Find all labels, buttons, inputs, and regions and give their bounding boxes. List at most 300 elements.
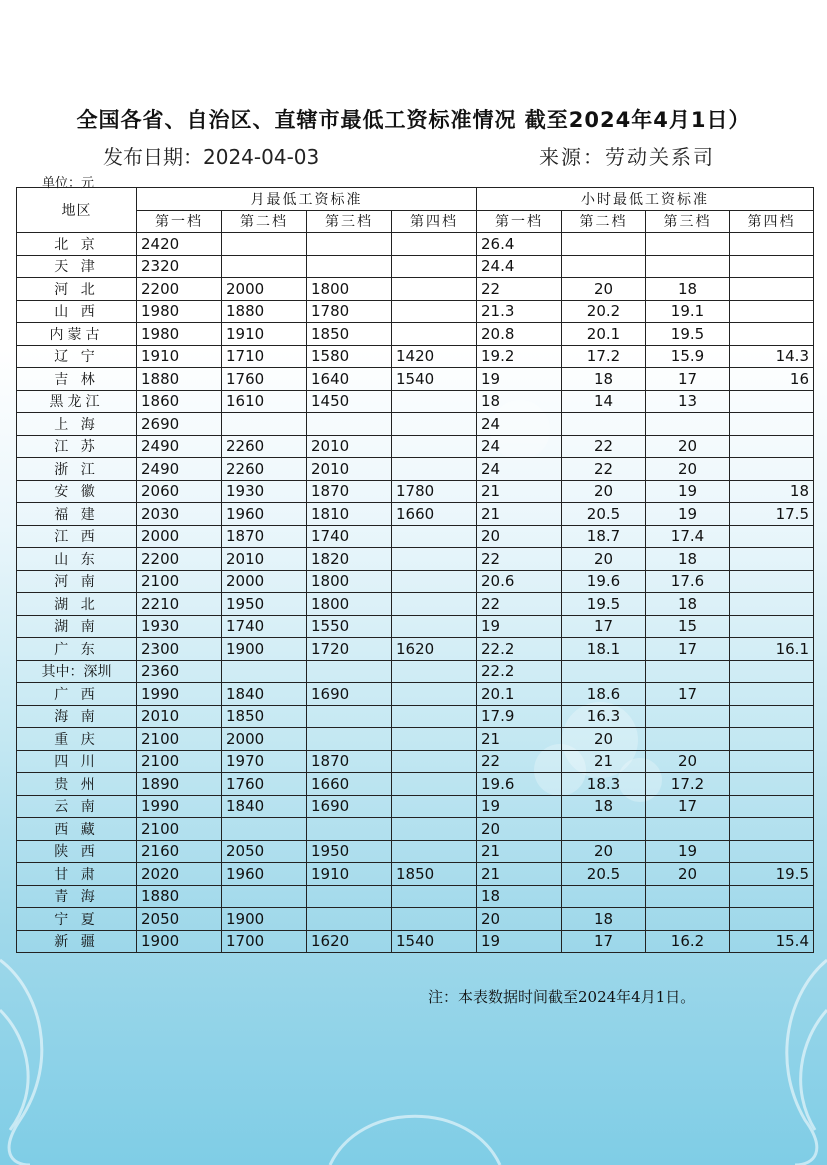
hourly-wage-cell: 20.2 — [562, 300, 646, 323]
monthly-wage-cell: 2210 — [137, 593, 222, 616]
hourly-wage-cell: 18 — [477, 885, 562, 908]
table-row — [17, 615, 814, 638]
monthly-wage-cell — [307, 413, 392, 436]
monthly-wage-cell — [392, 795, 477, 818]
hourly-wage-cell: 26.4 — [477, 233, 562, 256]
hourly-wage-cell — [562, 255, 646, 278]
hourly-wage-cell: 20.6 — [477, 570, 562, 593]
monthly-wage-cell: 2320 — [137, 255, 222, 278]
hourly-wage-cell — [730, 683, 814, 706]
monthly-tier-header: 第四档 — [392, 210, 477, 233]
monthly-wage-cell: 1930 — [137, 615, 222, 638]
hourly-wage-cell — [730, 840, 814, 863]
hourly-wage-cell — [730, 548, 814, 571]
monthly-wage-cell — [222, 255, 307, 278]
monthly-wage-cell: 1780 — [307, 300, 392, 323]
hourly-wage-cell — [730, 593, 814, 616]
table-row — [17, 795, 814, 818]
hourly-wage-cell: 15 — [646, 615, 730, 638]
hourly-wage-cell: 20 — [477, 525, 562, 548]
region-cell: 安 徽 — [17, 480, 137, 503]
hourly-wage-cell — [730, 660, 814, 683]
monthly-wage-cell: 1960 — [222, 863, 307, 886]
hourly-wage-cell — [730, 458, 814, 481]
monthly-wage-cell — [307, 660, 392, 683]
monthly-wage-cell — [392, 300, 477, 323]
region-cell: 江 西 — [17, 525, 137, 548]
monthly-wage-cell — [307, 728, 392, 751]
region-cell: 山 东 — [17, 548, 137, 571]
hourly-wage-cell: 22 — [562, 435, 646, 458]
table-row — [17, 390, 814, 413]
monthly-tier-header: 第二档 — [222, 210, 307, 233]
hourly-wage-cell: 19.2 — [477, 345, 562, 368]
monthly-wage-cell: 1990 — [137, 683, 222, 706]
hourly-wage-cell — [646, 233, 730, 256]
monthly-wage-cell: 1620 — [392, 638, 477, 661]
hourly-wage-cell — [646, 660, 730, 683]
hourly-wage-cell — [730, 885, 814, 908]
monthly-wage-cell — [222, 818, 307, 841]
region-header: 地区 — [17, 188, 137, 233]
hourly-wage-cell: 22.2 — [477, 660, 562, 683]
hourly-wage-cell: 18 — [646, 548, 730, 571]
hourly-wage-cell: 19 — [477, 930, 562, 953]
monthly-wage-cell: 1870 — [222, 525, 307, 548]
hourly-wage-cell: 20.1 — [477, 683, 562, 706]
table-row — [17, 255, 814, 278]
hourly-wage-cell: 20 — [562, 480, 646, 503]
hourly-wage-cell: 19 — [477, 795, 562, 818]
monthly-wage-cell: 2160 — [137, 840, 222, 863]
hourly-wage-cell: 17.9 — [477, 705, 562, 728]
monthly-wage-cell: 1910 — [137, 345, 222, 368]
hourly-header: 小时最低工资标准 — [477, 188, 814, 211]
hourly-wage-cell — [646, 255, 730, 278]
monthly-tier-header: 第一档 — [137, 210, 222, 233]
monthly-wage-cell: 1880 — [222, 300, 307, 323]
monthly-wage-cell — [392, 615, 477, 638]
region-cell: 重 庆 — [17, 728, 137, 751]
monthly-wage-cell — [392, 683, 477, 706]
hourly-wage-cell — [562, 885, 646, 908]
hourly-wage-cell: 20.1 — [562, 323, 646, 346]
hourly-wage-cell: 16.2 — [646, 930, 730, 953]
monthly-wage-cell: 2000 — [222, 728, 307, 751]
table-body — [17, 233, 814, 953]
monthly-wage-cell — [307, 255, 392, 278]
hourly-wage-cell: 15.9 — [646, 345, 730, 368]
monthly-wage-cell: 1660 — [392, 503, 477, 526]
hourly-wage-cell — [730, 390, 814, 413]
monthly-wage-cell: 1710 — [222, 345, 307, 368]
region-cell: 辽 宁 — [17, 345, 137, 368]
monthly-wage-cell: 1540 — [392, 368, 477, 391]
hourly-wage-cell: 20 — [562, 278, 646, 301]
monthly-wage-cell — [307, 818, 392, 841]
hourly-wage-cell: 17 — [646, 795, 730, 818]
region-cell: 其中：深圳 — [17, 660, 137, 683]
monthly-wage-cell: 2200 — [137, 278, 222, 301]
hourly-wage-cell: 20.5 — [562, 503, 646, 526]
monthly-wage-cell — [392, 750, 477, 773]
hourly-wage-cell: 18 — [562, 795, 646, 818]
hourly-wage-cell: 18 — [477, 390, 562, 413]
hourly-wage-cell: 17 — [562, 930, 646, 953]
hourly-wage-cell: 21 — [477, 480, 562, 503]
hourly-wage-cell: 18 — [646, 278, 730, 301]
monthly-wage-cell: 2300 — [137, 638, 222, 661]
monthly-wage-cell — [222, 885, 307, 908]
hourly-wage-cell: 19.5 — [562, 593, 646, 616]
monthly-wage-cell: 1760 — [222, 773, 307, 796]
monthly-wage-cell — [392, 255, 477, 278]
header-row-tiers — [17, 210, 814, 233]
monthly-wage-cell: 1880 — [137, 368, 222, 391]
monthly-wage-cell — [392, 840, 477, 863]
table-row — [17, 480, 814, 503]
monthly-wage-cell: 1980 — [137, 300, 222, 323]
table-row — [17, 368, 814, 391]
hourly-wage-cell: 22 — [477, 278, 562, 301]
monthly-tier-header: 第三档 — [307, 210, 392, 233]
hourly-wage-cell: 17 — [646, 638, 730, 661]
hourly-wage-cell: 20 — [646, 458, 730, 481]
monthly-wage-cell: 1820 — [307, 548, 392, 571]
region-cell: 湖 南 — [17, 615, 137, 638]
hourly-wage-cell — [730, 908, 814, 931]
monthly-wage-cell: 2100 — [137, 570, 222, 593]
hourly-wage-cell — [730, 750, 814, 773]
hourly-wage-cell: 20.5 — [562, 863, 646, 886]
monthly-wage-cell — [307, 908, 392, 931]
hourly-wage-cell — [646, 885, 730, 908]
monthly-wage-cell — [392, 818, 477, 841]
hourly-wage-cell: 15.4 — [730, 930, 814, 953]
monthly-wage-cell — [222, 413, 307, 436]
monthly-wage-cell: 1640 — [307, 368, 392, 391]
monthly-wage-cell: 2000 — [137, 525, 222, 548]
hourly-wage-cell — [646, 908, 730, 931]
table-row — [17, 345, 814, 368]
monthly-wage-cell — [307, 705, 392, 728]
hourly-wage-cell: 16.3 — [562, 705, 646, 728]
monthly-wage-cell: 1980 — [137, 323, 222, 346]
table-row — [17, 683, 814, 706]
hourly-wage-cell: 19.5 — [646, 323, 730, 346]
monthly-wage-cell: 2260 — [222, 435, 307, 458]
hourly-wage-cell: 21 — [477, 840, 562, 863]
monthly-wage-cell: 1850 — [392, 863, 477, 886]
region-cell: 海 南 — [17, 705, 137, 728]
monthly-wage-cell: 1810 — [307, 503, 392, 526]
monthly-wage-cell: 1690 — [307, 795, 392, 818]
hourly-wage-cell — [562, 413, 646, 436]
region-cell: 贵 州 — [17, 773, 137, 796]
hourly-wage-cell: 21.3 — [477, 300, 562, 323]
hourly-wage-cell: 19 — [477, 368, 562, 391]
region-cell: 山 西 — [17, 300, 137, 323]
monthly-wage-cell: 1840 — [222, 683, 307, 706]
hourly-wage-cell: 24 — [477, 413, 562, 436]
monthly-wage-cell: 1720 — [307, 638, 392, 661]
monthly-wage-cell: 2000 — [222, 570, 307, 593]
monthly-wage-cell: 1780 — [392, 480, 477, 503]
region-cell: 天 津 — [17, 255, 137, 278]
hourly-wage-cell: 22 — [562, 458, 646, 481]
hourly-wage-cell: 22 — [477, 750, 562, 773]
region-cell: 内蒙古 — [17, 323, 137, 346]
unit-label: 单位：元 — [42, 176, 95, 191]
hourly-wage-cell: 19 — [646, 840, 730, 863]
hourly-wage-cell — [646, 413, 730, 436]
monthly-wage-cell: 2010 — [137, 705, 222, 728]
monthly-wage-cell — [392, 390, 477, 413]
source-label: 来源：劳动关系司 — [539, 145, 715, 169]
monthly-wage-cell: 1950 — [307, 840, 392, 863]
hourly-wage-cell: 13 — [646, 390, 730, 413]
hourly-wage-cell: 24 — [477, 435, 562, 458]
hourly-wage-cell: 17.2 — [646, 773, 730, 796]
monthly-wage-cell: 1880 — [137, 885, 222, 908]
monthly-wage-cell: 1690 — [307, 683, 392, 706]
hourly-wage-cell: 17.6 — [646, 570, 730, 593]
region-cell: 福 建 — [17, 503, 137, 526]
monthly-wage-cell: 2490 — [137, 458, 222, 481]
monthly-wage-cell: 2360 — [137, 660, 222, 683]
hourly-wage-cell — [730, 773, 814, 796]
monthly-wage-cell — [307, 233, 392, 256]
monthly-wage-cell: 2100 — [137, 818, 222, 841]
region-cell: 浙 江 — [17, 458, 137, 481]
monthly-wage-cell: 1850 — [307, 323, 392, 346]
hourly-wage-cell: 18.1 — [562, 638, 646, 661]
monthly-wage-cell — [222, 660, 307, 683]
monthly-wage-cell — [392, 705, 477, 728]
header-row-group — [17, 188, 814, 211]
hourly-wage-cell: 20 — [646, 863, 730, 886]
table-row — [17, 525, 814, 548]
monthly-wage-cell: 1580 — [307, 345, 392, 368]
table-row — [17, 930, 814, 953]
table-row — [17, 750, 814, 773]
monthly-wage-cell: 1610 — [222, 390, 307, 413]
monthly-wage-cell: 2260 — [222, 458, 307, 481]
table-row — [17, 840, 814, 863]
monthly-wage-cell — [392, 728, 477, 751]
region-cell: 甘 肃 — [17, 863, 137, 886]
hourly-wage-cell: 21 — [477, 728, 562, 751]
hourly-tier-header: 第三档 — [646, 210, 730, 233]
region-cell: 河 南 — [17, 570, 137, 593]
footnote: 注：本表数据时间截至2024年4月1日。 — [428, 988, 696, 1006]
monthly-wage-cell: 2490 — [137, 435, 222, 458]
monthly-wage-cell — [392, 525, 477, 548]
region-cell: 广 东 — [17, 638, 137, 661]
hourly-wage-cell: 17 — [646, 683, 730, 706]
monthly-wage-cell: 1840 — [222, 795, 307, 818]
hourly-wage-cell: 14.3 — [730, 345, 814, 368]
hourly-wage-cell — [730, 413, 814, 436]
hourly-tier-header: 第二档 — [562, 210, 646, 233]
hourly-wage-cell: 22 — [477, 593, 562, 616]
hourly-wage-cell: 19.5 — [730, 863, 814, 886]
hourly-wage-cell: 19 — [646, 503, 730, 526]
hourly-tier-header: 第一档 — [477, 210, 562, 233]
hourly-wage-cell: 21 — [562, 750, 646, 773]
hourly-wage-cell: 18 — [730, 480, 814, 503]
table-row — [17, 548, 814, 571]
table-row — [17, 705, 814, 728]
monthly-wage-cell: 2010 — [222, 548, 307, 571]
monthly-wage-cell — [392, 458, 477, 481]
region-cell: 江 苏 — [17, 435, 137, 458]
monthly-wage-cell: 1960 — [222, 503, 307, 526]
minimum-wage-table — [16, 187, 814, 953]
hourly-wage-cell — [646, 818, 730, 841]
monthly-wage-cell: 1660 — [307, 773, 392, 796]
monthly-wage-cell — [392, 233, 477, 256]
table-row — [17, 323, 814, 346]
hourly-wage-cell: 16 — [730, 368, 814, 391]
hourly-wage-cell — [730, 278, 814, 301]
hourly-wage-cell: 18.7 — [562, 525, 646, 548]
table-row — [17, 885, 814, 908]
monthly-wage-cell — [392, 323, 477, 346]
hourly-wage-cell: 19.6 — [562, 570, 646, 593]
monthly-wage-cell — [392, 660, 477, 683]
monthly-wage-cell: 1700 — [222, 930, 307, 953]
monthly-wage-cell: 2690 — [137, 413, 222, 436]
hourly-wage-cell — [730, 323, 814, 346]
monthly-wage-cell: 2050 — [222, 840, 307, 863]
monthly-wage-cell — [392, 773, 477, 796]
table-row — [17, 570, 814, 593]
table-row — [17, 278, 814, 301]
region-cell: 宁 夏 — [17, 908, 137, 931]
hourly-wage-cell: 18.3 — [562, 773, 646, 796]
monthly-wage-cell: 1930 — [222, 480, 307, 503]
monthly-wage-cell: 1420 — [392, 345, 477, 368]
hourly-wage-cell — [562, 233, 646, 256]
region-cell: 黑龙江 — [17, 390, 137, 413]
region-cell: 湖 北 — [17, 593, 137, 616]
monthly-wage-cell: 1900 — [222, 638, 307, 661]
monthly-wage-cell: 2020 — [137, 863, 222, 886]
region-cell: 上 海 — [17, 413, 137, 436]
hourly-wage-cell — [646, 705, 730, 728]
hourly-wage-cell: 17 — [646, 368, 730, 391]
hourly-wage-cell — [730, 435, 814, 458]
hourly-wage-cell: 17.4 — [646, 525, 730, 548]
hourly-wage-cell: 21 — [477, 863, 562, 886]
hourly-tier-header: 第四档 — [730, 210, 814, 233]
hourly-wage-cell — [730, 525, 814, 548]
monthly-wage-cell — [307, 885, 392, 908]
monthly-wage-cell: 1800 — [307, 593, 392, 616]
monthly-wage-cell — [392, 413, 477, 436]
monthly-wage-cell: 1860 — [137, 390, 222, 413]
region-cell: 青 海 — [17, 885, 137, 908]
monthly-wage-cell: 1890 — [137, 773, 222, 796]
hourly-wage-cell — [730, 705, 814, 728]
subtitle-bar — [103, 141, 753, 167]
hourly-wage-cell — [730, 233, 814, 256]
hourly-wage-cell: 17 — [562, 615, 646, 638]
hourly-wage-cell — [562, 818, 646, 841]
hourly-wage-cell: 19 — [646, 480, 730, 503]
hourly-wage-cell: 20 — [562, 548, 646, 571]
region-cell: 云 南 — [17, 795, 137, 818]
hourly-wage-cell: 24.4 — [477, 255, 562, 278]
publish-date: 发布日期：2024-04-03 — [103, 145, 320, 169]
monthly-wage-cell: 2200 — [137, 548, 222, 571]
hourly-wage-cell — [730, 795, 814, 818]
hourly-wage-cell: 20 — [477, 818, 562, 841]
region-cell: 广 西 — [17, 683, 137, 706]
hourly-wage-cell — [730, 615, 814, 638]
monthly-wage-cell — [392, 278, 477, 301]
monthly-wage-cell: 1550 — [307, 615, 392, 638]
table-row — [17, 818, 814, 841]
hourly-wage-cell: 20 — [562, 728, 646, 751]
region-cell: 吉 林 — [17, 368, 137, 391]
table-row — [17, 435, 814, 458]
monthly-wage-cell: 2050 — [137, 908, 222, 931]
monthly-wage-cell — [392, 593, 477, 616]
hourly-wage-cell — [730, 728, 814, 751]
hourly-wage-cell: 22 — [477, 548, 562, 571]
hourly-wage-cell: 16.1 — [730, 638, 814, 661]
monthly-wage-cell: 1910 — [307, 863, 392, 886]
region-cell: 新 疆 — [17, 930, 137, 953]
region-cell: 陕 西 — [17, 840, 137, 863]
hourly-wage-cell: 19.1 — [646, 300, 730, 323]
monthly-wage-cell: 1620 — [307, 930, 392, 953]
monthly-wage-cell: 1740 — [307, 525, 392, 548]
page-title: 全国各省、自治区、直辖市最低工资标准情况 截至2024年4月1日） — [76, 108, 751, 132]
monthly-wage-cell: 1850 — [222, 705, 307, 728]
monthly-wage-cell: 2100 — [137, 750, 222, 773]
monthly-wage-cell: 2010 — [307, 435, 392, 458]
region-cell: 四 川 — [17, 750, 137, 773]
table-row — [17, 863, 814, 886]
region-cell: 河 北 — [17, 278, 137, 301]
hourly-wage-cell — [562, 660, 646, 683]
table-row — [17, 908, 814, 931]
monthly-wage-cell: 1900 — [137, 930, 222, 953]
monthly-wage-cell — [392, 435, 477, 458]
monthly-wage-cell: 2010 — [307, 458, 392, 481]
hourly-wage-cell: 24 — [477, 458, 562, 481]
monthly-wage-cell: 1900 — [222, 908, 307, 931]
monthly-wage-cell: 1450 — [307, 390, 392, 413]
monthly-header: 月最低工资标准 — [137, 188, 477, 211]
hourly-wage-cell: 22.2 — [477, 638, 562, 661]
monthly-wage-cell: 1800 — [307, 278, 392, 301]
monthly-wage-cell — [392, 570, 477, 593]
table-row — [17, 660, 814, 683]
monthly-wage-cell: 1990 — [137, 795, 222, 818]
hourly-wage-cell: 18 — [562, 908, 646, 931]
monthly-wage-cell: 2000 — [222, 278, 307, 301]
hourly-wage-cell — [730, 255, 814, 278]
hourly-wage-cell — [646, 728, 730, 751]
hourly-wage-cell: 20 — [477, 908, 562, 931]
hourly-wage-cell: 17.2 — [562, 345, 646, 368]
region-cell: 西 藏 — [17, 818, 137, 841]
monthly-wage-cell: 2060 — [137, 480, 222, 503]
